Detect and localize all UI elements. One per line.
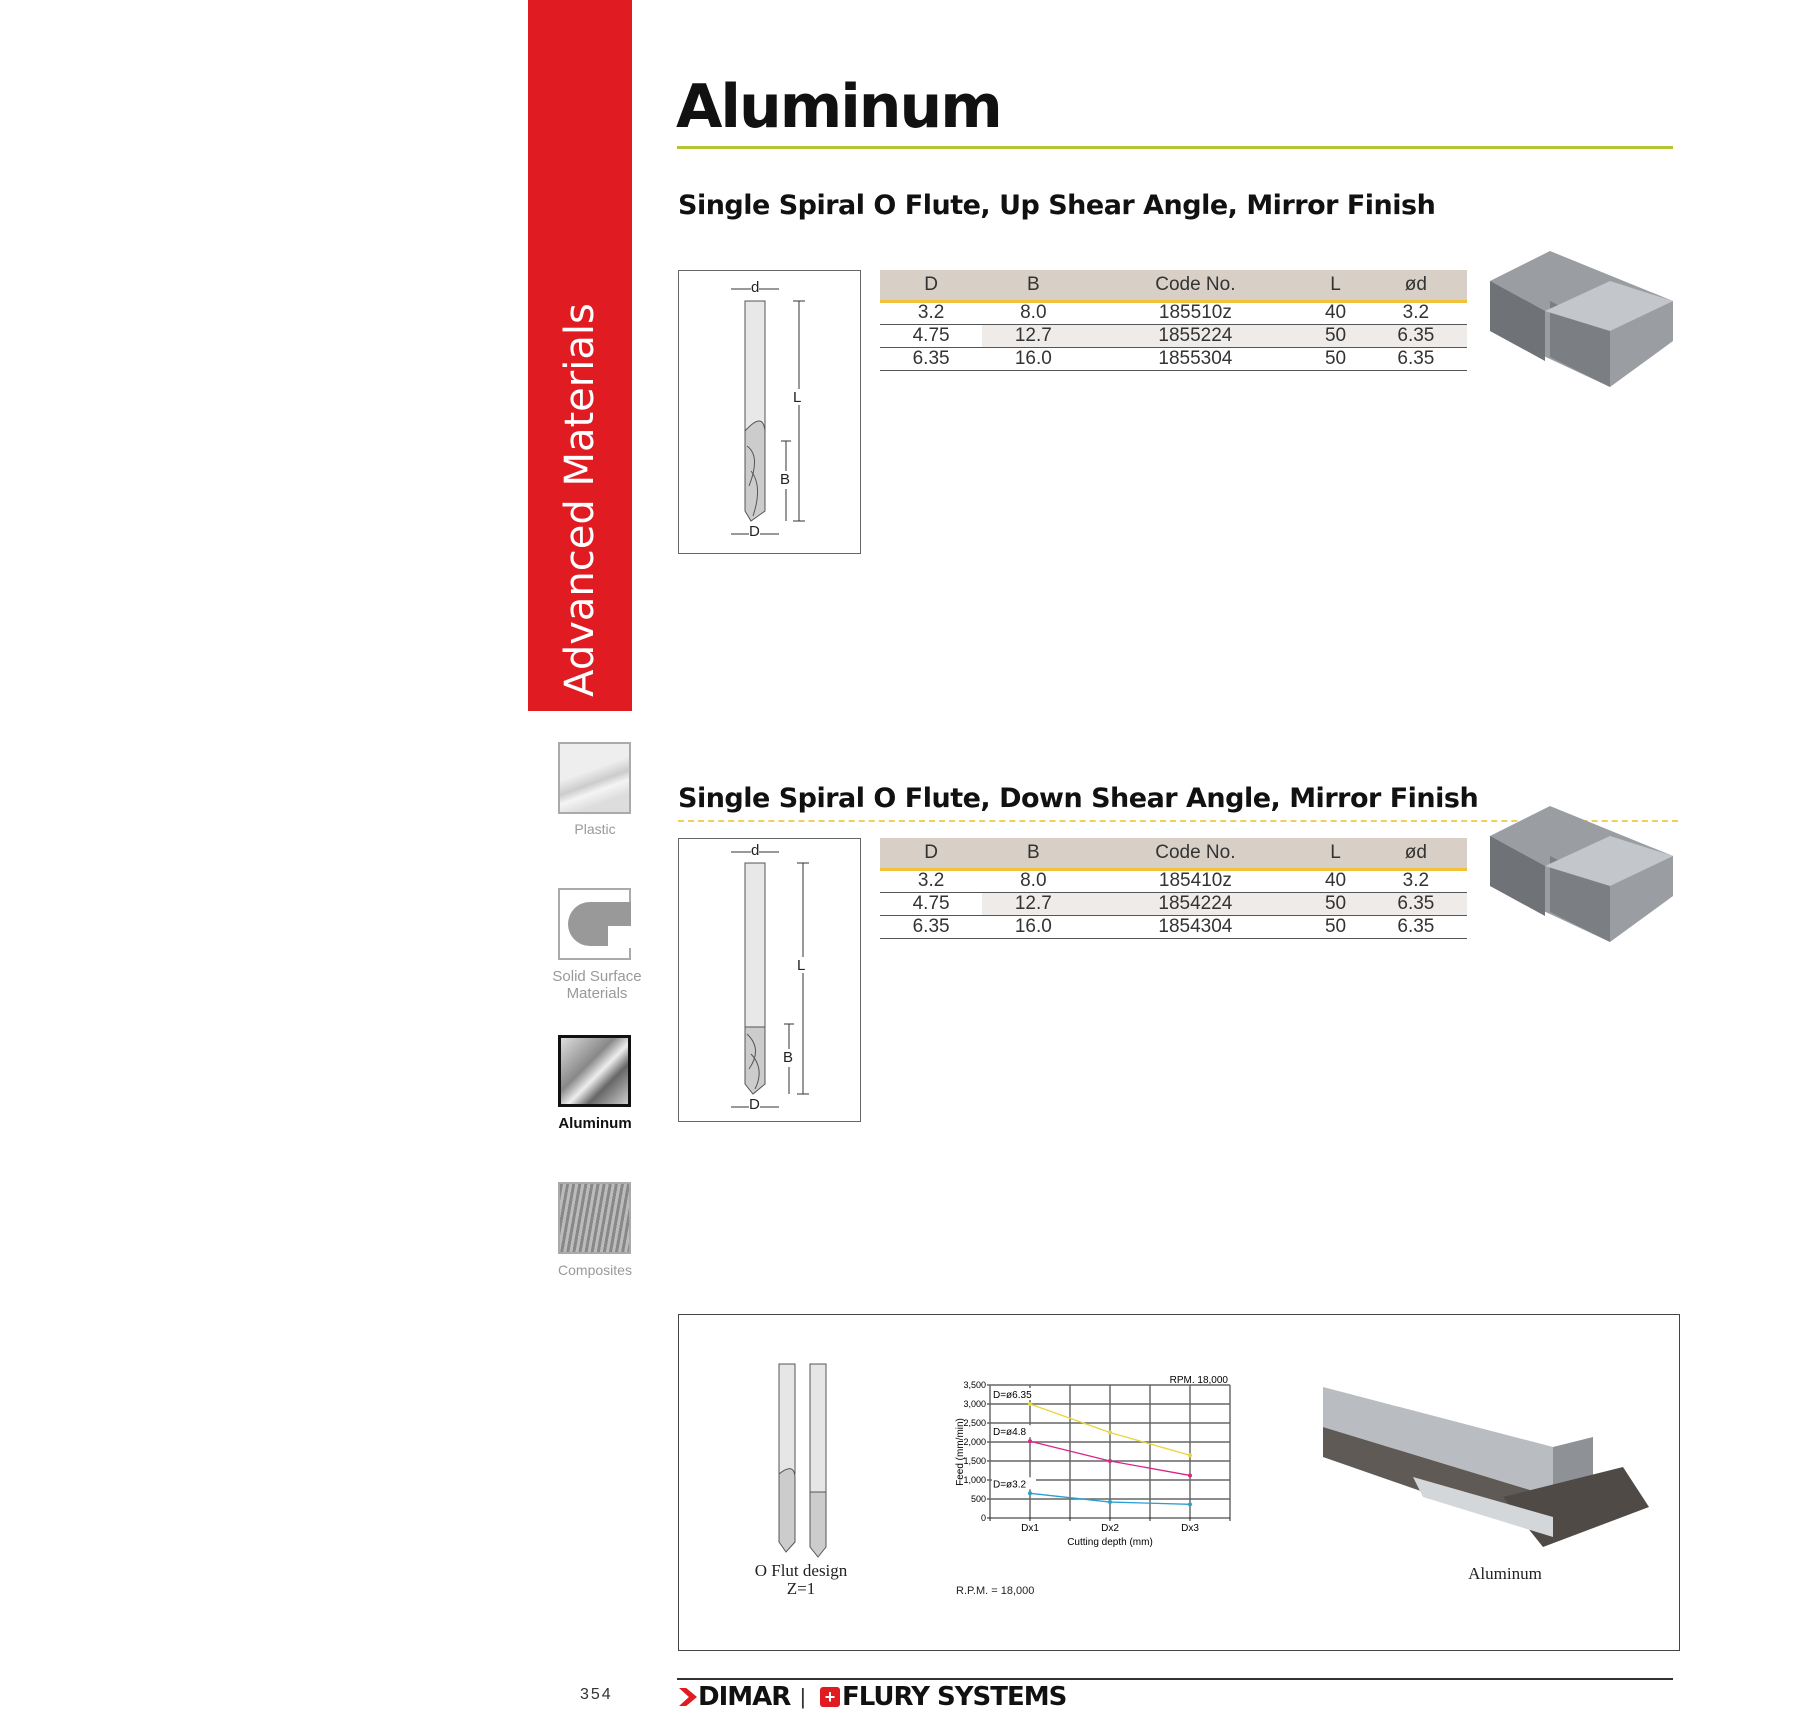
spec-table-down-shear xyxy=(880,838,1467,939)
table-row xyxy=(880,915,1467,938)
col-header: B xyxy=(982,838,1084,869)
aluminum-profile-image xyxy=(1490,241,1673,387)
bit-diagram-down-shear xyxy=(678,838,861,1122)
data-point xyxy=(1188,1453,1192,1457)
col-header: ød xyxy=(1365,270,1467,301)
x-tick-label: Dx1 xyxy=(1021,1523,1039,1534)
bit-diagram-up-shear xyxy=(678,270,861,554)
y-tick-label: 3,000 xyxy=(963,1399,986,1409)
col-header: D xyxy=(880,838,982,869)
dimar-logo-icon xyxy=(679,1688,697,1706)
col-header: B xyxy=(982,270,1084,301)
cell: 6.35 xyxy=(1365,915,1467,938)
flute-caption: O Flut design xyxy=(754,1561,848,1580)
aluminum-extrusion-image xyxy=(1323,1387,1649,1557)
cell: 3.2 xyxy=(1365,869,1467,892)
cell: 4.75 xyxy=(880,324,982,347)
cell: 4.75 xyxy=(880,892,982,915)
solid-surface-thumbnail[interactable] xyxy=(558,888,631,960)
x-axis-label: Cutting depth (mm) xyxy=(1067,1537,1153,1548)
col-header: L xyxy=(1306,838,1364,869)
footer-rule xyxy=(677,1678,1673,1680)
material-label-composites[interactable]: Composites xyxy=(558,1262,632,1278)
cell: 50 xyxy=(1306,347,1364,370)
y-tick-label: 3,500 xyxy=(963,1380,986,1390)
dim-l-label: L xyxy=(793,389,802,406)
table-row xyxy=(880,324,1467,347)
material-label-solid-surface[interactable]: Solid Surface Materials xyxy=(552,968,642,1002)
plastic-thumbnail[interactable] xyxy=(558,742,631,814)
cell: 16.0 xyxy=(982,347,1084,370)
cell: 12.7 xyxy=(982,324,1084,347)
section-heading-up-shear: Single Spiral O Flute, Up Shear Angle, Mirror Finish xyxy=(678,190,1436,221)
cell: 8.0 xyxy=(982,301,1084,324)
cell: 6.35 xyxy=(1365,324,1467,347)
title-rule xyxy=(677,146,1673,149)
spec-table-up-shear xyxy=(880,270,1467,371)
cell: 40 xyxy=(1306,301,1364,324)
dim-d-label: d xyxy=(751,842,760,859)
brand-flury-systems: FLURY SYSTEMS xyxy=(842,1682,1067,1712)
router-bit-drawing xyxy=(679,839,859,1121)
col-header: D xyxy=(880,270,982,301)
section-heading-down-shear: Single Spiral O Flute, Down Shear Angle, Mirror Finish xyxy=(678,783,1479,814)
feed-chart xyxy=(940,1370,1270,1600)
dim-d-label: d xyxy=(751,279,760,296)
y-tick-label: 2,000 xyxy=(963,1437,986,1447)
x-tick-label: Dx3 xyxy=(1181,1523,1199,1534)
data-point xyxy=(1108,1500,1112,1504)
cell: 50 xyxy=(1306,892,1364,915)
cell: 6.35 xyxy=(1365,347,1467,370)
data-point xyxy=(1108,1459,1112,1463)
material-label-aluminum[interactable]: Aluminum xyxy=(558,1115,632,1132)
data-point xyxy=(1188,1473,1192,1477)
cell: 3.2 xyxy=(1365,301,1467,324)
o-flute-bits-image xyxy=(770,1362,832,1558)
data-point xyxy=(1188,1502,1192,1506)
dim-l-label: L xyxy=(797,957,806,974)
page-number: 354 xyxy=(580,1686,613,1703)
dim-D-label: D xyxy=(749,523,760,540)
cell: 6.35 xyxy=(880,347,982,370)
x-tick-label: Dx2 xyxy=(1101,1523,1119,1534)
brand-dimar: DIMAR xyxy=(698,1682,791,1712)
series-label: D=ø4.8 xyxy=(993,1427,1027,1439)
aluminum-profile-image xyxy=(1490,796,1673,942)
cell: 16.0 xyxy=(982,915,1084,938)
cell: 1855304 xyxy=(1084,347,1306,370)
cell: 12.7 xyxy=(982,892,1084,915)
cell: 1854304 xyxy=(1084,915,1306,938)
cell: 1854224 xyxy=(1084,892,1306,915)
cell: 185410z xyxy=(1084,869,1306,892)
table-row xyxy=(880,869,1467,892)
chart-title: RPM. 18,000 xyxy=(1169,1375,1228,1386)
cell: 8.0 xyxy=(982,869,1084,892)
section-label: Advanced Materials xyxy=(557,303,603,697)
dim-b-label: B xyxy=(780,471,791,488)
brand-separator: | xyxy=(800,1684,806,1709)
y-axis-label: Feed (mm/min) xyxy=(955,1418,966,1486)
material-label-plastic[interactable]: Plastic xyxy=(574,821,616,837)
data-point xyxy=(1108,1431,1112,1435)
dim-D-label: D xyxy=(749,1096,760,1113)
y-tick-label: 0 xyxy=(980,1513,986,1523)
cell: 40 xyxy=(1306,869,1364,892)
aluminum-caption: Aluminum xyxy=(1468,1564,1542,1583)
y-tick-label: 2,500 xyxy=(963,1418,986,1428)
aluminum-thumbnail[interactable] xyxy=(558,1035,631,1107)
page-title: Aluminum xyxy=(676,72,1001,142)
composites-thumbnail[interactable] xyxy=(558,1182,631,1254)
y-tick-label: 1,500 xyxy=(963,1456,986,1466)
cell: 6.35 xyxy=(880,915,982,938)
cell: 3.2 xyxy=(880,869,982,892)
cell: 50 xyxy=(1306,915,1364,938)
table-row xyxy=(880,301,1467,324)
series-label: D=ø6.35 xyxy=(993,1390,1032,1401)
rpm-note: R.P.M. = 18,000 xyxy=(956,1585,1035,1597)
data-point xyxy=(1028,1491,1032,1495)
col-header: L xyxy=(1306,270,1364,301)
cell: 185510z xyxy=(1084,301,1306,324)
data-point xyxy=(1028,1439,1032,1443)
cell: 3.2 xyxy=(880,301,982,324)
dim-b-label: B xyxy=(783,1049,794,1066)
swiss-cross-icon: + xyxy=(820,1687,840,1707)
table-row xyxy=(880,892,1467,915)
cell: 50 xyxy=(1306,324,1364,347)
cell: 6.35 xyxy=(1365,892,1467,915)
flute-count-caption: Z=1 xyxy=(786,1579,816,1598)
col-header: Code No. xyxy=(1084,270,1306,301)
table-row xyxy=(880,347,1467,370)
section-tab xyxy=(528,0,632,711)
y-tick-label: 1,000 xyxy=(963,1475,986,1485)
y-tick-label: 500 xyxy=(970,1494,986,1504)
cell: 1855224 xyxy=(1084,324,1306,347)
col-header: Code No. xyxy=(1084,838,1306,869)
data-point xyxy=(1028,1402,1032,1406)
col-header: ød xyxy=(1365,838,1467,869)
router-bit-drawing xyxy=(679,271,859,553)
series-label: D=ø3.2 xyxy=(993,1479,1027,1491)
